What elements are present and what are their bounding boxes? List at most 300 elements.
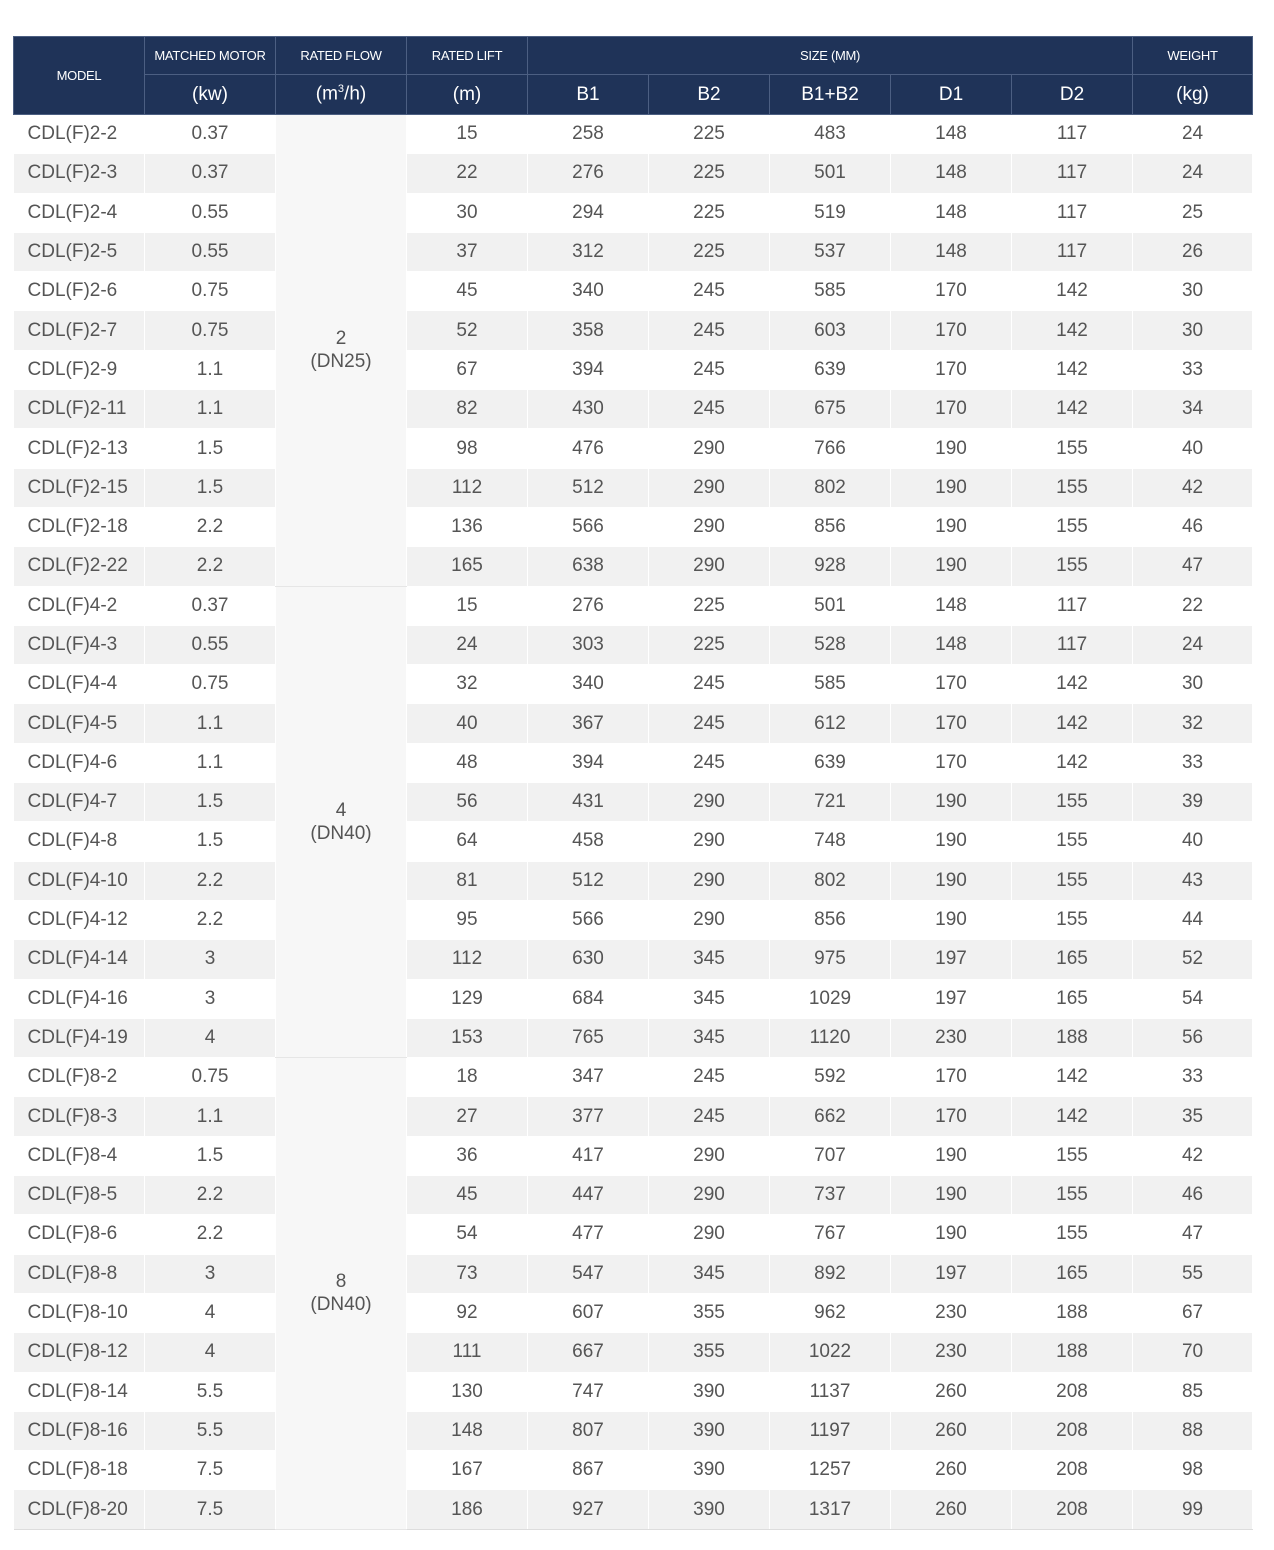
motor-cell: 5.5 [145,1411,276,1450]
d1-cell: 190 [891,861,1012,900]
table-row [14,665,1253,704]
d1-cell: 260 [891,1411,1012,1450]
rated-flow-cell [276,1058,407,1530]
motor-cell: 0.75 [145,1058,276,1097]
d2-cell: 165 [1012,979,1133,1018]
table-row [14,350,1253,389]
b1-cell: 312 [528,232,649,271]
lift-cell: 24 [407,625,528,664]
b1-cell: 377 [528,1097,649,1136]
table-row [14,1333,1253,1372]
model-cell: CDL(F)8-20 [14,1490,145,1529]
motor-cell: 0.55 [145,232,276,271]
header-flow: RATED FLOW [276,37,407,75]
d2-cell: 155 [1012,822,1133,861]
b1b2-cell: 519 [770,193,891,232]
weight-cell: 26 [1133,232,1253,271]
d1-cell: 148 [891,154,1012,193]
d2-cell: 155 [1012,468,1133,507]
motor-cell: 1.5 [145,468,276,507]
table-row [14,1058,1253,1097]
lift-cell: 64 [407,822,528,861]
model-cell: CDL(F)8-16 [14,1411,145,1450]
b1b2-cell: 662 [770,1097,891,1136]
b1-cell: 430 [528,390,649,429]
flow-unit-sup: 3 [337,83,345,96]
b1-cell: 394 [528,743,649,782]
lift-cell: 45 [407,272,528,311]
d1-cell: 190 [891,468,1012,507]
motor-cell: 4 [145,1333,276,1372]
b1-cell: 431 [528,783,649,822]
b2-cell: 290 [649,783,770,822]
b1b2-cell: 1120 [770,1018,891,1057]
b1-cell: 258 [528,115,649,154]
d1-cell: 230 [891,1333,1012,1372]
lift-cell: 112 [407,940,528,979]
d1-cell: 197 [891,1254,1012,1293]
weight-cell: 32 [1133,704,1253,743]
weight-cell: 56 [1133,1018,1253,1057]
lift-cell: 32 [407,665,528,704]
b1b2-cell: 675 [770,390,891,429]
model-cell: CDL(F)2-18 [14,507,145,546]
table-row [14,1451,1253,1490]
model-cell: CDL(F)8-8 [14,1254,145,1293]
header-b2: B2 [649,75,770,115]
d1-cell: 170 [891,311,1012,350]
d2-cell: 155 [1012,547,1133,586]
b1-cell: 867 [528,1451,649,1490]
b1-cell: 447 [528,1176,649,1215]
table-row [14,979,1253,1018]
motor-cell: 1.5 [145,429,276,468]
weight-cell: 42 [1133,468,1253,507]
rated-flow-cell [276,586,407,1058]
motor-cell: 1.1 [145,704,276,743]
weight-cell: 46 [1133,1176,1253,1215]
model-cell: CDL(F)4-6 [14,743,145,782]
table-row [14,507,1253,546]
model-cell: CDL(F)8-10 [14,1293,145,1332]
table-row [14,1293,1253,1332]
table-row [14,1097,1253,1136]
lift-cell: 130 [407,1372,528,1411]
model-cell: CDL(F)2-3 [14,154,145,193]
header-d2: D2 [1012,75,1133,115]
motor-cell: 0.37 [145,586,276,625]
flow-dn: (DN40) [310,1294,372,1316]
weight-cell: 88 [1133,1411,1253,1450]
weight-cell: 39 [1133,783,1253,822]
b2-cell: 290 [649,900,770,939]
weight-cell: 52 [1133,940,1253,979]
model-cell: CDL(F)8-3 [14,1097,145,1136]
lift-cell: 167 [407,1451,528,1490]
table-row [14,154,1253,193]
b2-cell: 245 [649,704,770,743]
b2-cell: 390 [649,1451,770,1490]
table-row [14,625,1253,664]
d1-cell: 197 [891,940,1012,979]
motor-cell: 0.37 [145,115,276,154]
lift-cell: 111 [407,1333,528,1372]
b1b2-cell: 928 [770,547,891,586]
b1b2-cell: 767 [770,1215,891,1254]
b1-cell: 476 [528,429,649,468]
d1-cell: 190 [891,822,1012,861]
b1-cell: 747 [528,1372,649,1411]
motor-cell: 3 [145,979,276,1018]
d2-cell: 208 [1012,1451,1133,1490]
weight-cell: 35 [1133,1097,1253,1136]
model-cell: CDL(F)4-3 [14,625,145,664]
b2-cell: 345 [649,1254,770,1293]
d1-cell: 170 [891,390,1012,429]
b2-cell: 245 [649,311,770,350]
model-cell: CDL(F)4-12 [14,900,145,939]
weight-cell: 55 [1133,1254,1253,1293]
table-row [14,429,1253,468]
weight-cell: 47 [1133,1215,1253,1254]
b1-cell: 566 [528,507,649,546]
motor-cell: 3 [145,1254,276,1293]
d2-cell: 155 [1012,861,1133,900]
table-row [14,1215,1253,1254]
model-cell: CDL(F)8-12 [14,1333,145,1372]
header-weight: WEIGHT [1133,37,1253,75]
lift-cell: 129 [407,979,528,1018]
weight-cell: 42 [1133,1136,1253,1175]
b1-cell: 276 [528,154,649,193]
model-cell: CDL(F)4-7 [14,783,145,822]
flow-value: 4 [335,799,347,821]
weight-cell: 24 [1133,625,1253,664]
lift-cell: 148 [407,1411,528,1450]
d1-cell: 260 [891,1451,1012,1490]
d1-cell: 190 [891,1136,1012,1175]
b2-cell: 225 [649,115,770,154]
lift-cell: 22 [407,154,528,193]
weight-cell: 99 [1133,1490,1253,1529]
b2-cell: 245 [649,743,770,782]
b2-cell: 345 [649,1018,770,1057]
weight-cell: 40 [1133,822,1253,861]
table-row [14,704,1253,743]
motor-cell: 2.2 [145,547,276,586]
motor-cell: 2.2 [145,1215,276,1254]
model-cell: CDL(F)2-6 [14,272,145,311]
lift-cell: 186 [407,1490,528,1529]
lift-cell: 67 [407,350,528,389]
table-row [14,1176,1253,1215]
d1-cell: 190 [891,429,1012,468]
model-cell: CDL(F)2-4 [14,193,145,232]
b1-cell: 630 [528,940,649,979]
weight-cell: 85 [1133,1372,1253,1411]
lift-cell: 30 [407,193,528,232]
b1-cell: 927 [528,1490,649,1529]
b2-cell: 225 [649,232,770,271]
b1b2-cell: 1197 [770,1411,891,1450]
b1b2-cell: 1137 [770,1372,891,1411]
d2-cell: 142 [1012,390,1133,429]
d1-cell: 230 [891,1018,1012,1057]
motor-cell: 0.75 [145,665,276,704]
motor-cell: 1.5 [145,783,276,822]
header-flow-unit [276,75,407,115]
motor-cell: 0.75 [145,311,276,350]
motor-cell: 2.2 [145,861,276,900]
model-cell: CDL(F)4-5 [14,704,145,743]
model-cell: CDL(F)2-13 [14,429,145,468]
d2-cell: 208 [1012,1411,1133,1450]
b1-cell: 566 [528,900,649,939]
motor-cell: 2.2 [145,1176,276,1215]
weight-cell: 40 [1133,429,1253,468]
motor-cell: 1.5 [145,1136,276,1175]
motor-cell: 2.2 [145,900,276,939]
b2-cell: 290 [649,1136,770,1175]
weight-cell: 47 [1133,547,1253,586]
d2-cell: 117 [1012,232,1133,271]
lift-cell: 56 [407,783,528,822]
b1b2-cell: 1257 [770,1451,891,1490]
b1b2-cell: 802 [770,861,891,900]
motor-cell: 0.75 [145,272,276,311]
d2-cell: 142 [1012,1058,1133,1097]
lift-cell: 95 [407,900,528,939]
lift-cell: 153 [407,1018,528,1057]
d2-cell: 208 [1012,1372,1133,1411]
b1b2-cell: 501 [770,586,891,625]
weight-cell: 44 [1133,900,1253,939]
d1-cell: 190 [891,900,1012,939]
lift-cell: 98 [407,429,528,468]
model-cell: CDL(F)4-19 [14,1018,145,1057]
model-cell: CDL(F)4-16 [14,979,145,1018]
b1b2-cell: 639 [770,350,891,389]
b1b2-cell: 1317 [770,1490,891,1529]
motor-cell: 5.5 [145,1372,276,1411]
d2-cell: 117 [1012,586,1133,625]
table-row [14,1136,1253,1175]
table-row [14,900,1253,939]
flow-dn: (DN40) [310,822,372,844]
header-d1: D1 [891,75,1012,115]
model-cell: CDL(F)2-9 [14,350,145,389]
b1b2-cell: 585 [770,665,891,704]
d2-cell: 142 [1012,311,1133,350]
b1b2-cell: 962 [770,1293,891,1332]
model-cell: CDL(F)8-14 [14,1372,145,1411]
d1-cell: 190 [891,1176,1012,1215]
header-b1b2: B1+B2 [770,75,891,115]
d2-cell: 117 [1012,154,1133,193]
table-row [14,232,1253,271]
table-body [14,115,1253,1530]
d1-cell: 148 [891,115,1012,154]
lift-cell: 73 [407,1254,528,1293]
header-motor: MATCHED MOTOR [145,37,276,75]
d1-cell: 190 [891,783,1012,822]
b2-cell: 345 [649,979,770,1018]
lift-cell: 54 [407,1215,528,1254]
motor-cell: 0.55 [145,193,276,232]
table-row [14,1372,1253,1411]
lift-cell: 136 [407,507,528,546]
b2-cell: 290 [649,822,770,861]
b1b2-cell: 1029 [770,979,891,1018]
b1-cell: 477 [528,1215,649,1254]
lift-cell: 112 [407,468,528,507]
flow-value: 8 [335,1271,347,1293]
b1b2-cell: 802 [770,468,891,507]
d2-cell: 155 [1012,1215,1133,1254]
b2-cell: 390 [649,1490,770,1529]
d1-cell: 190 [891,1215,1012,1254]
model-cell: CDL(F)2-7 [14,311,145,350]
b2-cell: 290 [649,507,770,546]
model-cell: CDL(F)4-10 [14,861,145,900]
lift-cell: 27 [407,1097,528,1136]
b1-cell: 367 [528,704,649,743]
d1-cell: 148 [891,586,1012,625]
b1-cell: 765 [528,1018,649,1057]
d2-cell: 142 [1012,665,1133,704]
table-row [14,311,1253,350]
b1-cell: 347 [528,1058,649,1097]
d2-cell: 155 [1012,900,1133,939]
model-cell: CDL(F)8-5 [14,1176,145,1215]
weight-cell: 34 [1133,390,1253,429]
b1b2-cell: 585 [770,272,891,311]
motor-cell: 4 [145,1018,276,1057]
motor-cell: 1.1 [145,743,276,782]
b2-cell: 245 [649,272,770,311]
d2-cell: 155 [1012,507,1133,546]
model-cell: CDL(F)2-2 [14,115,145,154]
motor-cell: 7.5 [145,1451,276,1490]
motor-cell: 1.1 [145,1097,276,1136]
flow-unit-pre: (m [315,83,338,105]
b2-cell: 290 [649,429,770,468]
d2-cell: 142 [1012,743,1133,782]
table-row [14,1254,1253,1293]
d1-cell: 190 [891,547,1012,586]
weight-cell: 33 [1133,1058,1253,1097]
b1b2-cell: 892 [770,1254,891,1293]
table-row [14,193,1253,232]
weight-cell: 98 [1133,1451,1253,1490]
b1-cell: 340 [528,272,649,311]
b1-cell: 458 [528,822,649,861]
weight-cell: 46 [1133,507,1253,546]
b1b2-cell: 721 [770,783,891,822]
b1-cell: 358 [528,311,649,350]
d2-cell: 155 [1012,1176,1133,1215]
b2-cell: 290 [649,1176,770,1215]
b1b2-cell: 537 [770,232,891,271]
motor-cell: 4 [145,1293,276,1332]
b2-cell: 290 [649,1215,770,1254]
d1-cell: 197 [891,979,1012,1018]
model-cell: CDL(F)2-5 [14,232,145,271]
motor-cell: 1.1 [145,350,276,389]
d1-cell: 190 [891,507,1012,546]
table-row [14,1018,1253,1057]
d1-cell: 170 [891,1058,1012,1097]
b1-cell: 340 [528,665,649,704]
b1-cell: 547 [528,1254,649,1293]
table-row [14,822,1253,861]
weight-cell: 33 [1133,743,1253,782]
d2-cell: 142 [1012,350,1133,389]
b1b2-cell: 766 [770,429,891,468]
table-row [14,861,1253,900]
b1b2-cell: 748 [770,822,891,861]
lift-cell: 52 [407,311,528,350]
table-header [14,37,1253,115]
weight-cell: 24 [1133,154,1253,193]
weight-cell: 30 [1133,272,1253,311]
b2-cell: 225 [649,193,770,232]
b1b2-cell: 592 [770,1058,891,1097]
header-model: MODEL [14,37,145,115]
d2-cell: 188 [1012,1333,1133,1372]
weight-cell: 33 [1133,350,1253,389]
table-row [14,743,1253,782]
b1b2-cell: 737 [770,1176,891,1215]
b1-cell: 684 [528,979,649,1018]
b2-cell: 245 [649,390,770,429]
flow-dn: (DN25) [310,351,372,373]
table-row [14,468,1253,507]
lift-cell: 81 [407,861,528,900]
d1-cell: 170 [891,272,1012,311]
header-motor-unit: (kw) [145,75,276,115]
d1-cell: 170 [891,1097,1012,1136]
header-lift: RATED LIFT [407,37,528,75]
header-size: SIZE (MM) [528,37,1133,75]
header-lift-unit: (m) [407,75,528,115]
b1-cell: 607 [528,1293,649,1332]
b1b2-cell: 483 [770,115,891,154]
d2-cell: 188 [1012,1018,1133,1057]
d2-cell: 188 [1012,1293,1133,1332]
table-row [14,1411,1253,1450]
b1b2-cell: 528 [770,625,891,664]
weight-cell: 54 [1133,979,1253,1018]
lift-cell: 37 [407,232,528,271]
d2-cell: 165 [1012,940,1133,979]
b2-cell: 355 [649,1293,770,1332]
d1-cell: 170 [891,665,1012,704]
b1b2-cell: 856 [770,507,891,546]
b1-cell: 807 [528,1411,649,1450]
motor-cell: 2.2 [145,507,276,546]
b1b2-cell: 603 [770,311,891,350]
b2-cell: 245 [649,665,770,704]
b1b2-cell: 856 [770,900,891,939]
motor-cell: 0.37 [145,154,276,193]
table-row [14,940,1253,979]
d1-cell: 230 [891,1293,1012,1332]
b1-cell: 276 [528,586,649,625]
table-row [14,272,1253,311]
lift-cell: 45 [407,1176,528,1215]
d2-cell: 208 [1012,1490,1133,1529]
